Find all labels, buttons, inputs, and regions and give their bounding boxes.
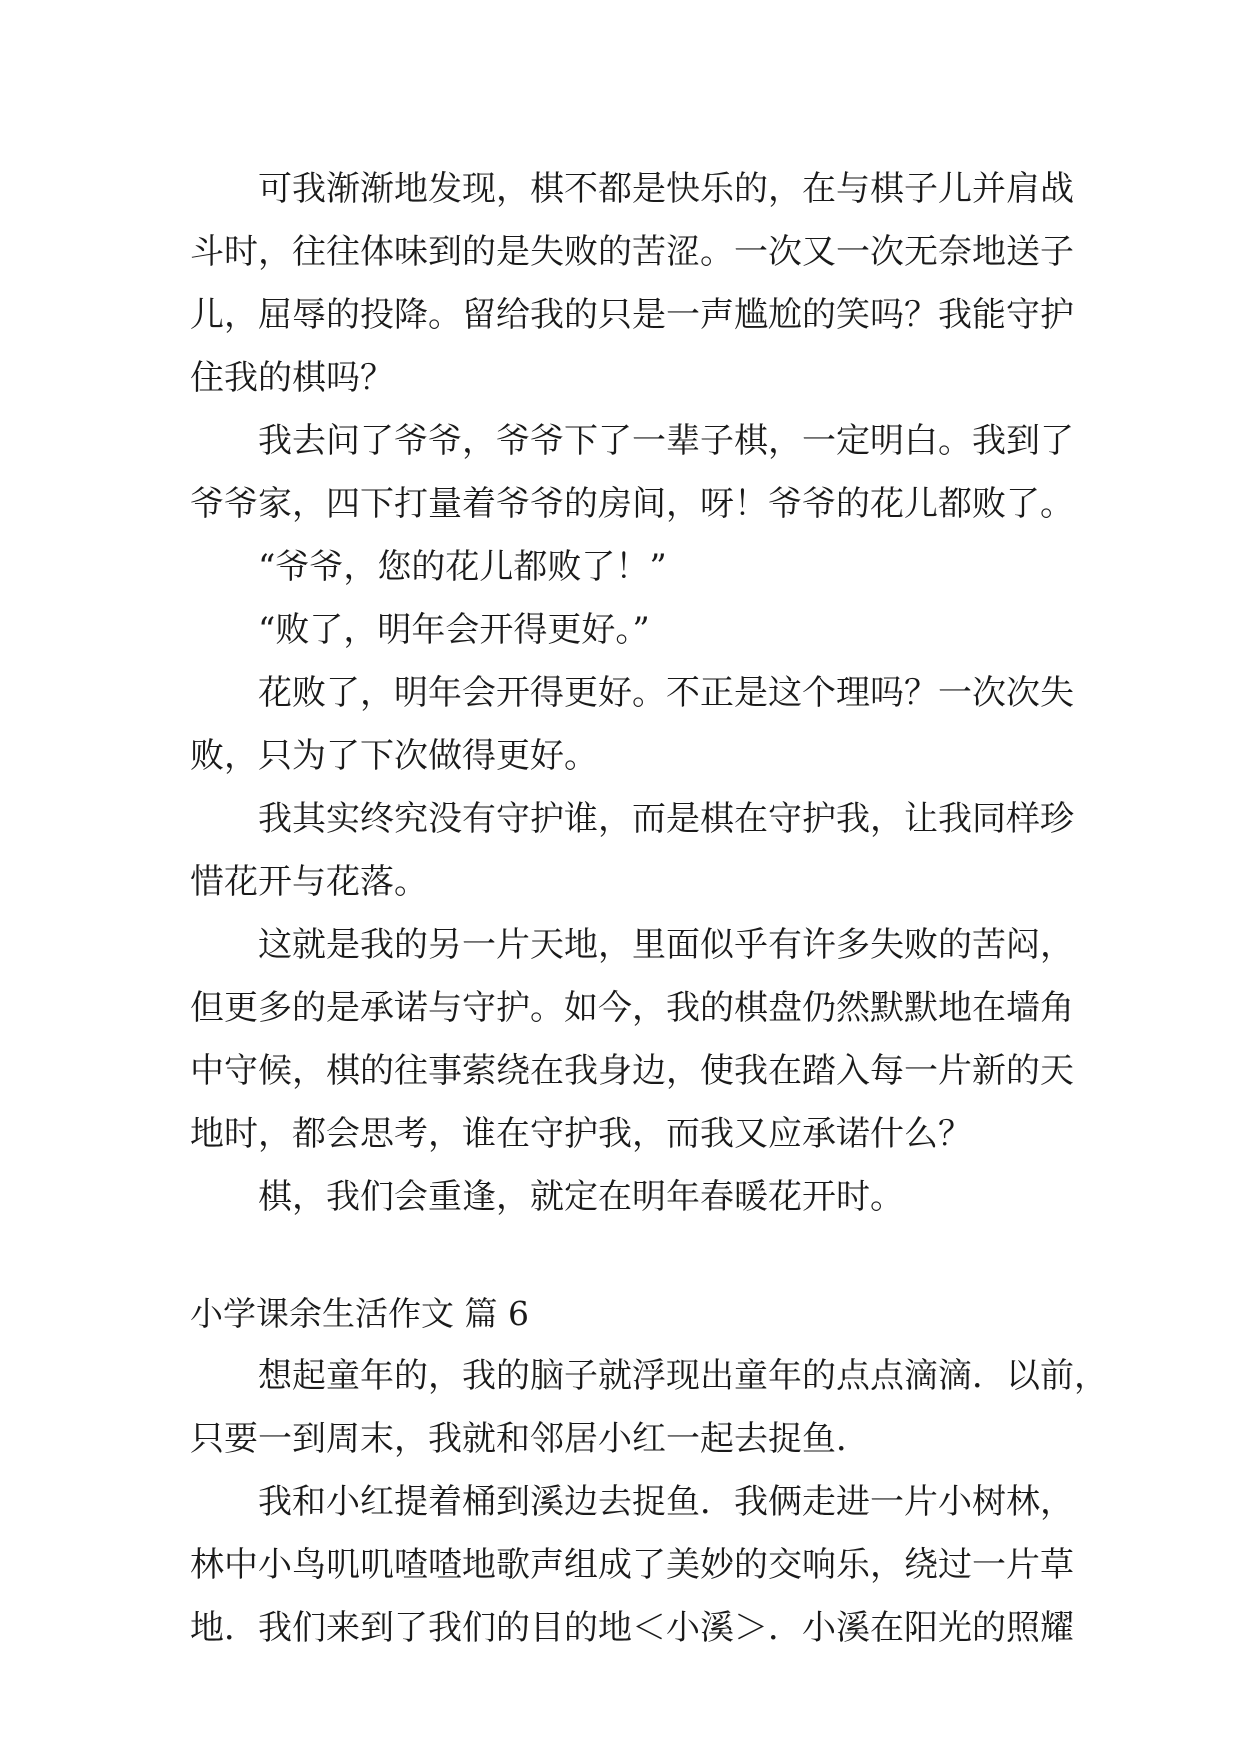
section-heading: 小学课余生活作文 篇 6 <box>190 1294 529 1333</box>
text-line: 地时，都会思考，谁在守护我，而我又应承诺什么？ <box>190 1114 972 1154</box>
essay-section-2 <box>190 1282 1108 1660</box>
paragraph <box>190 1166 1060 1229</box>
text-line: 棋，我们会重逢，就定在明年春暖花开时。 <box>258 1177 904 1217</box>
text-line: 惜花开与花落。 <box>190 862 428 902</box>
text-line: “爷爷，您的花儿都败了！” <box>258 547 667 587</box>
text-line: 花败了，明年会开得更好。不正是这个理吗？一次次失 <box>258 673 1074 713</box>
text-line: 但更多的是承诺与守护。如今，我的棋盘仍然默默地在墙角 <box>190 988 1074 1028</box>
text-line: 中守候，棋的往事萦绕在我身边，使我在踏入每一片新的天 <box>190 1051 1074 1091</box>
text-line: 住我的棋吗？ <box>190 358 394 398</box>
document-page <box>190 158 1108 1660</box>
text-line: 爷爷家，四下打量着爷爷的房间，呀！爷爷的花儿都败了。 <box>190 484 1074 524</box>
text-line: 可我渐渐地发现，棋不都是快乐的，在与棋子儿并肩战 <box>258 169 1074 209</box>
paragraph <box>190 536 1060 599</box>
paragraph <box>190 662 1074 788</box>
text-line: 我去问了爷爷，爷爷下了一辈子棋，一定明白。我到了 <box>258 421 1074 461</box>
text-line: “败了，明年会开得更好。” <box>258 610 650 650</box>
text-line: 败，只为了下次做得更好。 <box>190 736 598 776</box>
text-line: 这就是我的另一片天地，里面似乎有许多失败的苦闷， <box>258 925 1074 965</box>
paragraph <box>190 599 1060 662</box>
text-line: 只要一到周末，我就和邻居小红一起去捉鱼． <box>190 1419 870 1459</box>
text-line: 我和小红提着桶到溪边去捉鱼．我俩走进一片小树林， <box>258 1482 1074 1522</box>
text-line: 斗时，往往体味到的是失败的苦涩。一次又一次无奈地送子 <box>190 232 1074 272</box>
text-line: 想起童年的，我的脑子就浮现出童年的点点滴滴．以前， <box>258 1356 1108 1396</box>
text-line: 儿，屈辱的投降。留给我的只是一声尴尬的笑吗？我能守护 <box>190 295 1074 335</box>
paragraph <box>190 1471 1074 1660</box>
text-line: 我其实终究没有守护谁，而是棋在守护我，让我同样珍 <box>258 799 1074 839</box>
paragraph <box>190 158 1074 410</box>
paragraph <box>190 788 1074 914</box>
paragraph <box>190 410 1074 536</box>
paragraph <box>190 914 1074 1166</box>
section-gap <box>190 1229 1060 1282</box>
text-line: 地．我们来到了我们的目的地＜小溪＞．小溪在阳光的照耀 <box>190 1608 1074 1648</box>
text-line: 林中小鸟叽叽喳喳地歌声组成了美妙的交响乐，绕过一片草 <box>190 1545 1074 1585</box>
essay-section-1 <box>190 158 1074 1229</box>
paragraph <box>190 1345 1108 1471</box>
